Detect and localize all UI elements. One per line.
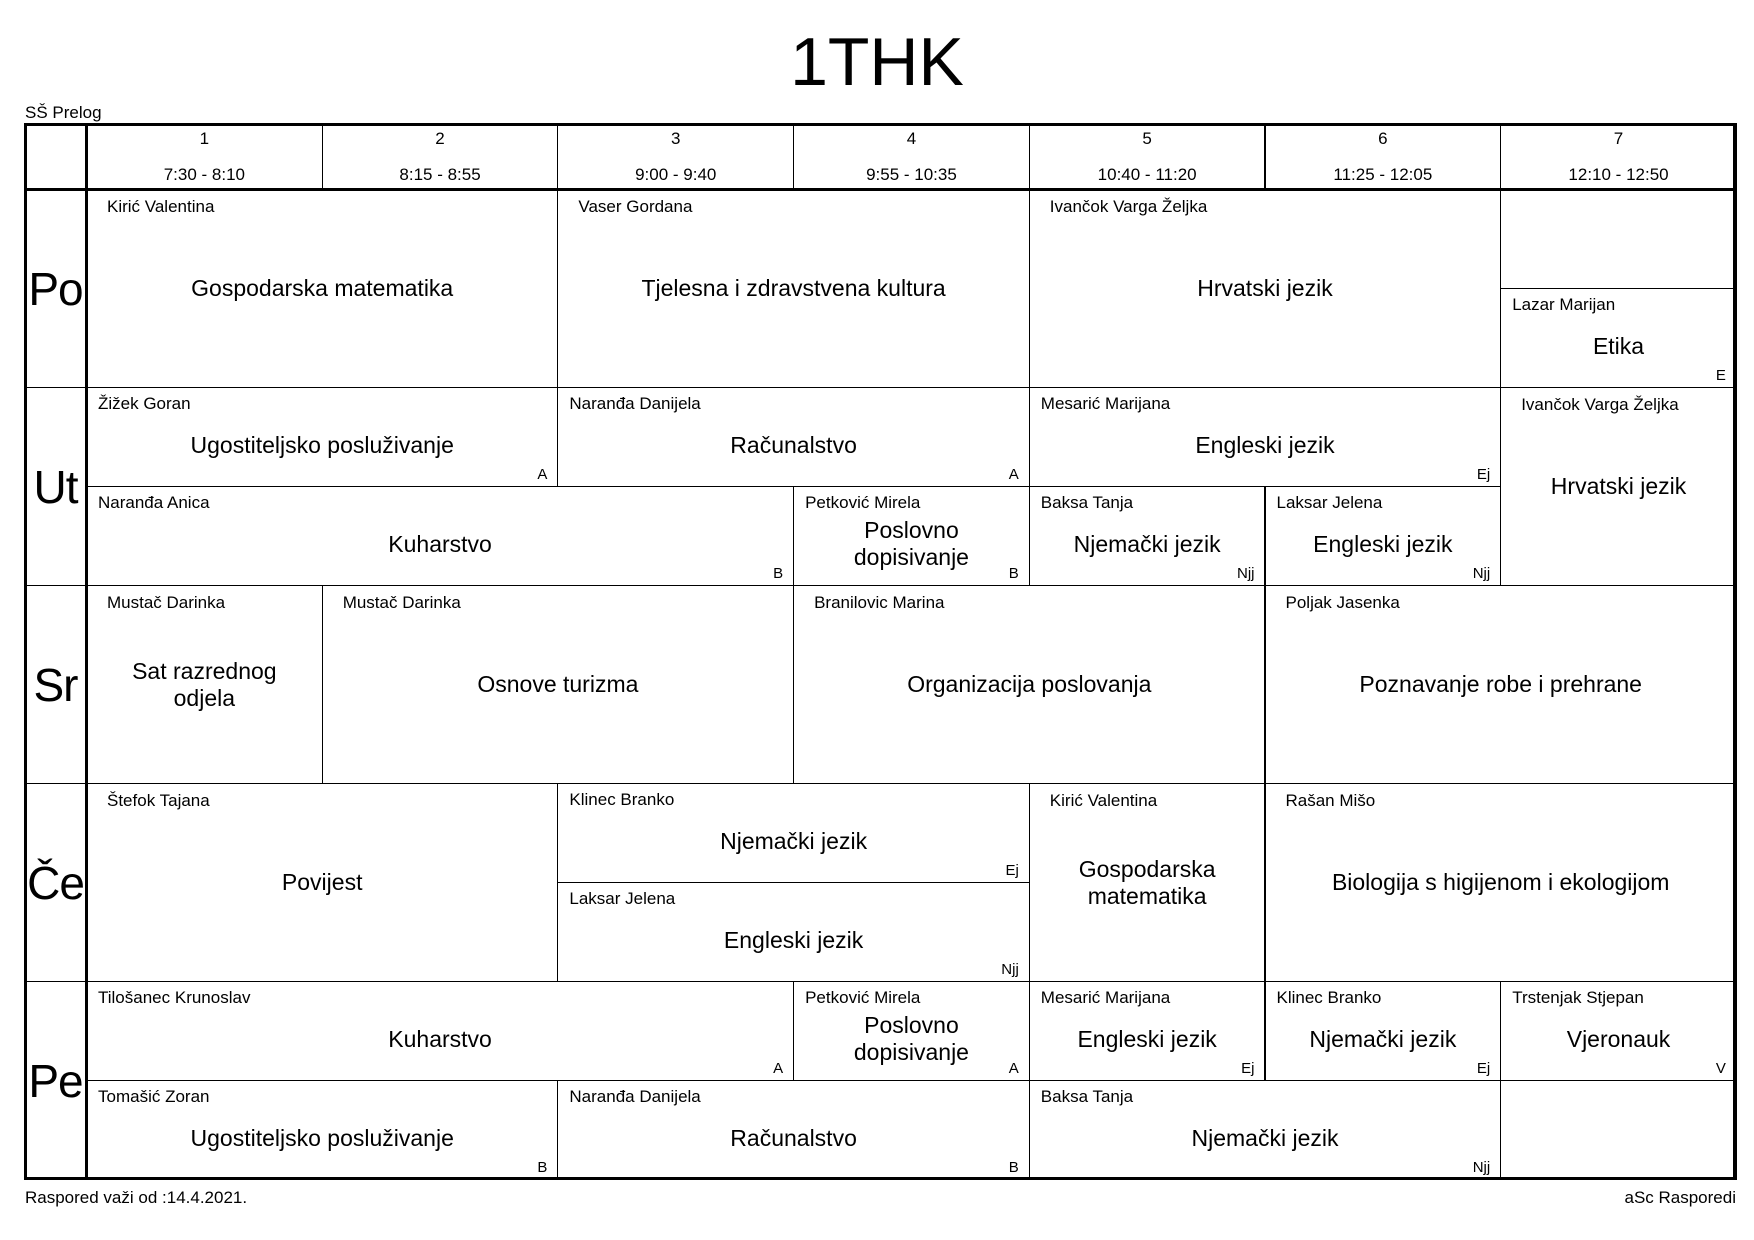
lesson-subject: Poslovno dopisivanje: [853, 1012, 969, 1065]
lesson-group: Ej: [1476, 1060, 1491, 1077]
lesson-teacher: Tilošanec Krunoslav: [98, 988, 251, 1007]
lesson-teacher: Lazar Marijan: [1512, 295, 1616, 314]
lesson-teacher: Baksa Tanja: [1040, 1087, 1134, 1106]
lesson-subject: Poznavanje robe i prehrane: [1359, 671, 1642, 697]
day-name: Sr: [33, 658, 78, 711]
lesson-group: Njj: [1472, 565, 1491, 582]
period-time: 9:55 - 10:35: [866, 165, 957, 184]
day-name: Ut: [33, 460, 78, 513]
lesson-subject: Osnove turizma: [477, 671, 639, 697]
lesson-subject: Tjelesna i zdravstvena kultura: [641, 275, 946, 301]
lesson-group: A: [1008, 1060, 1019, 1077]
lesson-subject: Hrvatski jezik: [1197, 275, 1333, 301]
lesson-subject: Kuharstvo: [388, 1025, 492, 1052]
lesson-teacher: Mesarić Marijana: [1040, 988, 1171, 1007]
period-time: 7:30 - 8:10: [163, 165, 245, 184]
lesson-subject: Gospodarska matematika: [1078, 855, 1216, 909]
lesson-teacher: Petković Mirela: [805, 988, 921, 1007]
lesson-subject: Vjeronauk: [1566, 1025, 1671, 1052]
lesson-group: Ej: [1241, 1060, 1255, 1077]
lesson-teacher: Kirić Valentina: [1049, 791, 1158, 810]
period-number: 1: [199, 129, 210, 148]
timetable-title: 1THK: [790, 24, 964, 100]
lesson-teacher: Vaser Gordana: [578, 197, 693, 216]
lesson-subject: Ugostiteljsko posluživanje: [190, 1124, 454, 1151]
lesson-group: A: [773, 1060, 784, 1077]
lesson-teacher: Ivančok Varga Željka: [1049, 197, 1208, 216]
period-number: 2: [435, 129, 445, 148]
lesson-group: B: [773, 565, 784, 582]
lesson-group: B: [1008, 565, 1019, 582]
period-number: 3: [671, 129, 681, 148]
lesson-subject: Engleski jezik: [1077, 1025, 1217, 1052]
lesson-subject: Engleski jezik: [1195, 431, 1335, 458]
lesson-group: Njj: [1236, 565, 1255, 582]
period-time: 11:25 - 12:05: [1333, 165, 1433, 184]
period-number: 4: [906, 129, 917, 148]
lesson-subject: Povijest: [281, 869, 363, 895]
valid-from-note: Raspored važi od :14.4.2021.: [25, 1188, 248, 1207]
lesson-subject: Poslovno dopisivanje: [853, 517, 969, 570]
lesson-group: A: [537, 466, 548, 483]
lesson-subject: Etika: [1592, 332, 1645, 359]
lesson-group: B: [1008, 1159, 1019, 1176]
lesson-teacher: Trstenjak Stjepan: [1512, 988, 1644, 1007]
period-time: 12:10 - 12:50: [1568, 165, 1669, 184]
lesson-teacher: Klinec Branko: [1276, 988, 1382, 1007]
lesson-teacher: Naranđa Anica: [98, 493, 210, 512]
lesson-subject: Njemački jezik: [1309, 1025, 1457, 1052]
day-name: Pe: [28, 1054, 83, 1107]
lesson-teacher: Ivančok Varga Željka: [1521, 395, 1679, 414]
timetable-frame: [24, 123, 1736, 1180]
lesson-subject: Njemački jezik: [1073, 530, 1221, 557]
lesson-subject: Kuharstvo: [388, 530, 492, 557]
lesson-subject: Biologija s higijenom i ekologijom: [1331, 869, 1670, 895]
lesson-teacher: Žižek Goran: [98, 394, 191, 413]
lesson-subject: Organizacija poslovanja: [907, 671, 1152, 697]
lesson-teacher: Naranđa Danijela: [569, 394, 701, 413]
lesson-teacher: Branilovic Marina: [814, 593, 945, 612]
period-number: 5: [1142, 129, 1152, 148]
lesson-teacher: Naranđa Danijela: [569, 1087, 701, 1106]
lesson-subject: Engleski jezik: [723, 926, 864, 953]
lesson-teacher: Rašan Mišo: [1285, 791, 1376, 810]
lesson-group: V: [1715, 1060, 1726, 1077]
lesson-subject: Hrvatski jezik: [1550, 473, 1687, 499]
lesson-teacher: Tomašić Zoran: [98, 1087, 210, 1106]
period-number: 7: [1613, 129, 1624, 148]
lesson-subject: Njemački jezik: [720, 827, 868, 854]
lesson-teacher: Klinec Branko: [569, 790, 675, 809]
day-name: Po: [28, 262, 83, 315]
lesson-group: Njj: [1001, 961, 1019, 978]
lesson-group: B: [537, 1159, 548, 1176]
lesson-teacher: Poljak Jasenka: [1285, 593, 1400, 612]
lesson-subject: Računalstvo: [730, 431, 857, 458]
lesson-group: Ej: [1005, 862, 1019, 879]
lesson-group: Njj: [1472, 1159, 1491, 1176]
lesson-teacher: Baksa Tanja: [1040, 493, 1134, 512]
lesson-subject: Računalstvo: [730, 1124, 857, 1151]
lesson-teacher: Kirić Valentina: [107, 197, 215, 216]
lesson-teacher: Štefok Tajana: [107, 791, 210, 810]
lesson-teacher: Laksar Jelena: [569, 889, 676, 908]
lesson-subject: Njemački jezik: [1191, 1124, 1339, 1151]
lesson-subject: Ugostiteljsko posluživanje: [190, 431, 454, 458]
period-number: 6: [1378, 129, 1388, 148]
school-name: SŠ Prelog: [25, 103, 102, 122]
lesson-subject: Gospodarska matematika: [191, 275, 454, 301]
period-time: 10:40 - 11:20: [1097, 165, 1197, 184]
software-credit: aSc Rasporedi: [1624, 1188, 1736, 1207]
lesson-teacher: Petković Mirela: [805, 493, 921, 512]
period-time: 8:15 - 8:55: [399, 165, 481, 184]
lesson-subject: Sat razrednog odjela: [132, 657, 277, 711]
lesson-group: Ej: [1476, 466, 1491, 483]
lesson-group: E: [1715, 367, 1726, 384]
lesson-group: A: [1008, 466, 1019, 483]
lesson-teacher: Mustač Darinka: [107, 593, 226, 612]
day-name: Če: [27, 856, 84, 909]
lesson-teacher: Mustač Darinka: [342, 593, 461, 612]
lesson-teacher: Mesarić Marijana: [1040, 394, 1171, 413]
period-time: 9:00 - 9:40: [635, 165, 717, 184]
lesson-teacher: Laksar Jelena: [1276, 493, 1383, 512]
lesson-subject: Engleski jezik: [1313, 530, 1453, 557]
